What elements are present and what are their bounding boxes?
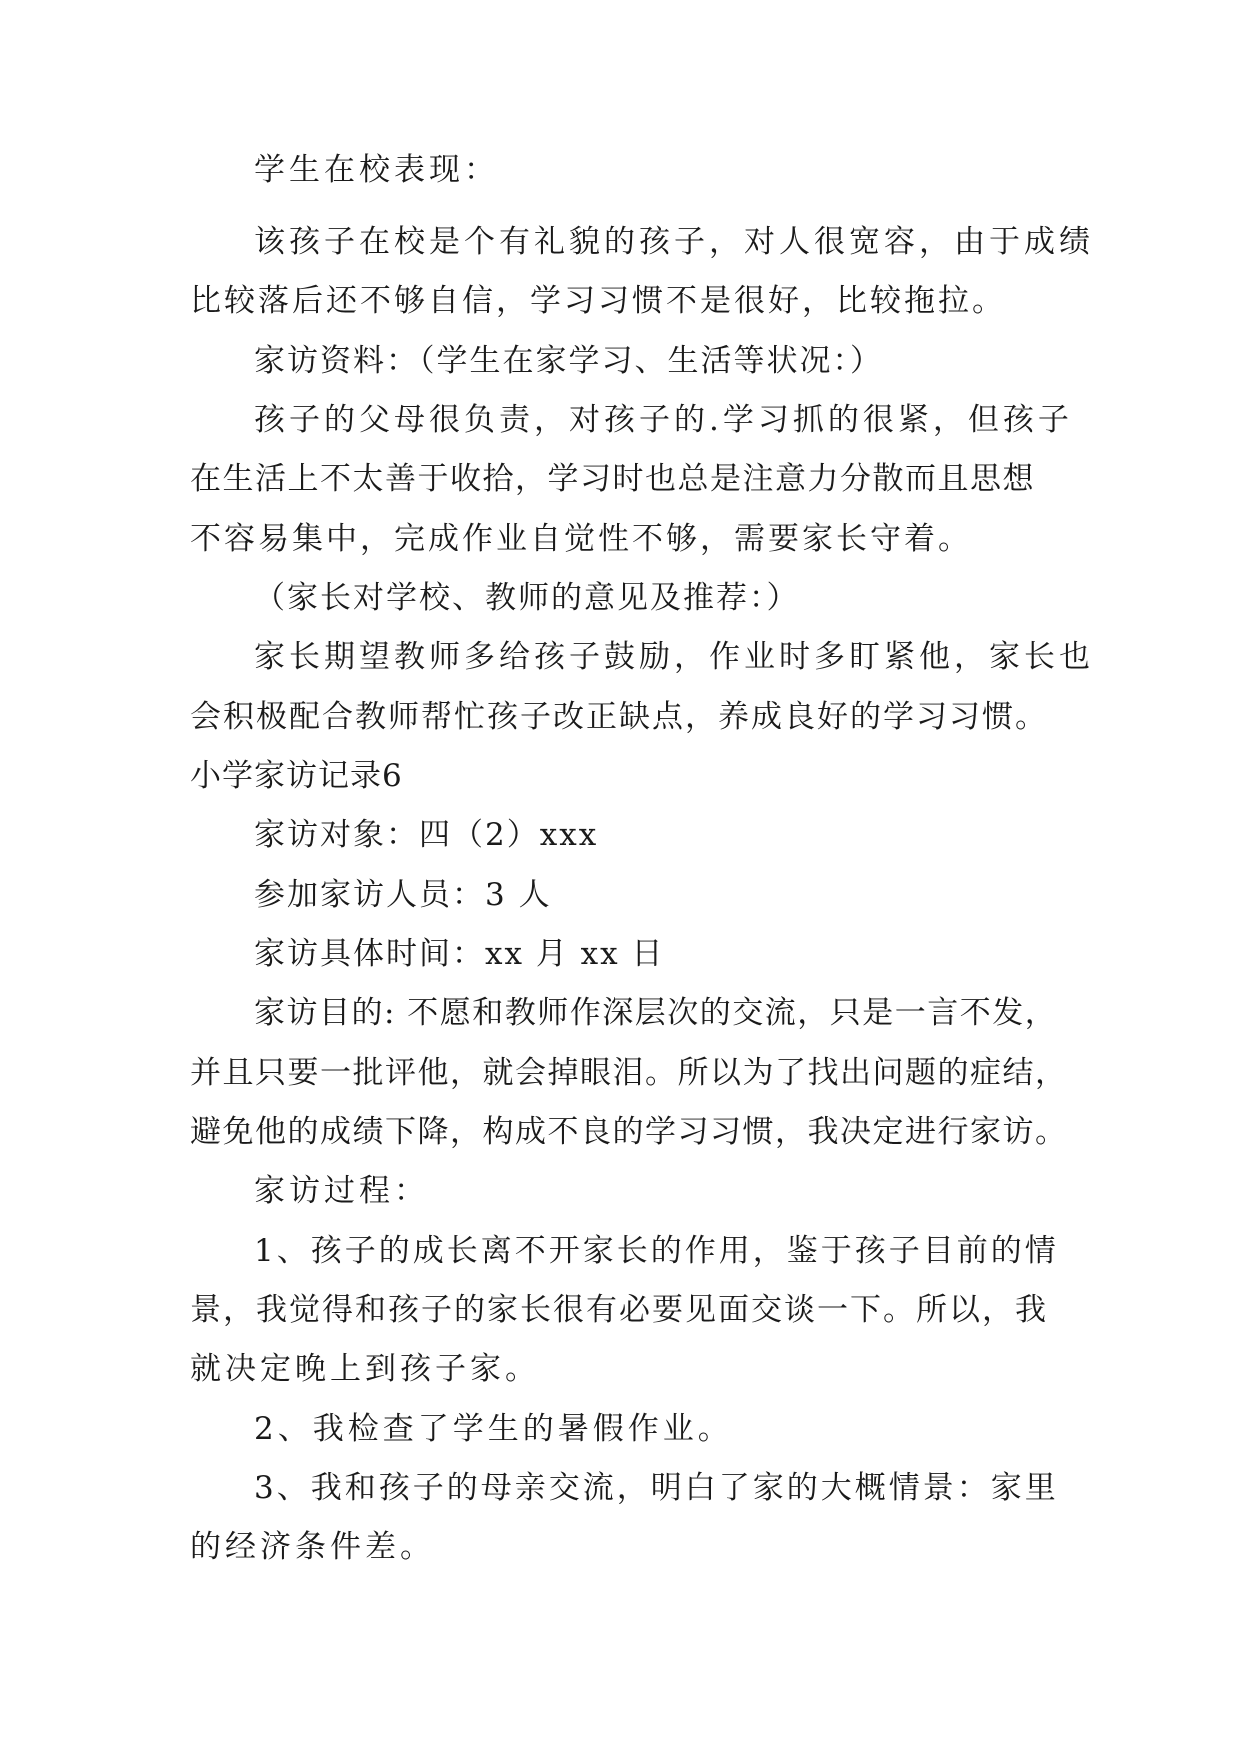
text-line: 并且只要一批评他，就会掉眼泪。所以为了找出问题的症结， <box>190 1055 1068 1091</box>
text-line: （家长对学校、教师的意见及推荐：） <box>254 580 800 616</box>
text-line: 家访资料：（学生在家学习、生活等状况：） <box>254 343 883 379</box>
text-line: 参加家访人员：3 人 <box>254 877 552 913</box>
text-line: 家长期望教师多给孩子鼓励，作业时多盯紧他，家长也 <box>254 639 1094 675</box>
text-line: 家访对象：四（2）xxx <box>254 817 599 853</box>
text-line: 会积极配合教师帮忙孩子改正缺点，养成良好的学习习惯。 <box>190 699 1048 735</box>
text-line: 2、我检查了学生的暑假作业。 <box>254 1411 733 1447</box>
text-line: 的经济条件差。 <box>190 1529 435 1565</box>
text-line: 学生在校表现： <box>254 152 499 188</box>
text-line: 景，我觉得和孩子的家长很有必要见面交谈一下。所以，我 <box>190 1292 1048 1328</box>
text-line: 3、我和孩子的母亲交流，明白了家的大概情景：家里 <box>254 1470 1059 1506</box>
text-line: 家访具体时间：xx 月 xx 日 <box>254 936 665 972</box>
text-line: 家访目的: 不愿和教师作深层次的交流，只是一言不发， <box>254 995 1058 1031</box>
text-line: 就决定晚上到孩子家。 <box>190 1351 540 1387</box>
text-line: 在生活上不太善于收拾，学习时也总是注意力分散而且思想 <box>190 461 1035 497</box>
text-line: 孩子的父母很负责，对孩子的.学习抓的很紧，但孩子 <box>254 402 1073 438</box>
text-line: 比较落后还不够自信，学习习惯不是很好，比较拖拉。 <box>190 283 1006 319</box>
text-line: 家访过程： <box>254 1173 429 1209</box>
text-line: 避免他的成绩下降，构成不良的学习习惯，我决定进行家访。 <box>190 1114 1068 1150</box>
text-line: 不容易集中，完成作业自觉性不够，需要家长守着。 <box>190 521 972 557</box>
section-heading: 小学家访记录6 <box>190 758 403 794</box>
text-line: 该孩子在校是个有礼貌的孩子，对人很宽容，由于成绩 <box>254 224 1094 260</box>
text-line: 1、孩子的成长离不开家长的作用，鉴于孩子目前的情 <box>254 1233 1059 1269</box>
